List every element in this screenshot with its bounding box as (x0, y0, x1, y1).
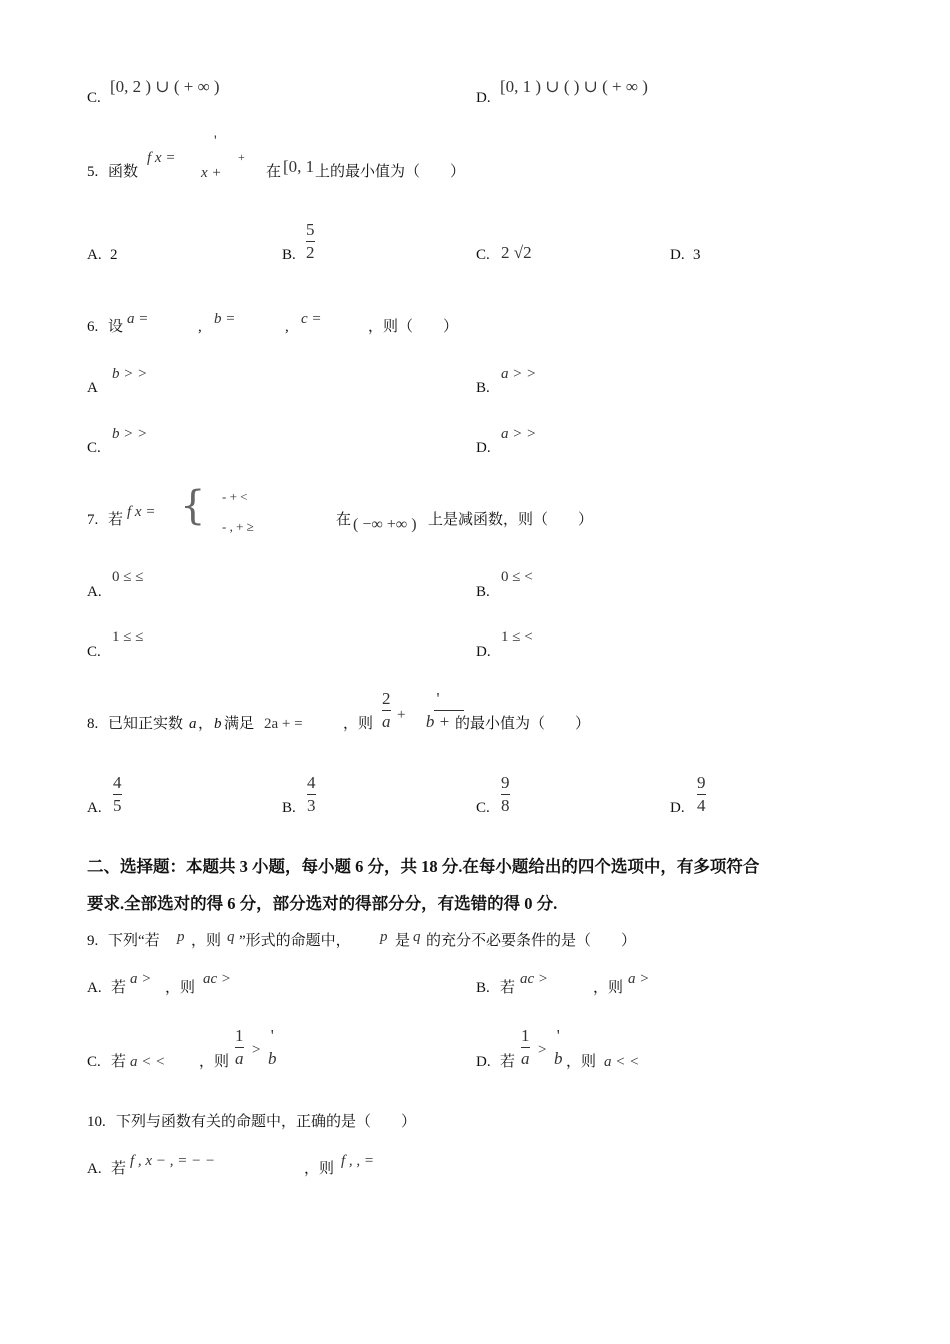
then-label: ，则 (199, 1054, 230, 1070)
piecewise-row-2: - , + ≥ (222, 519, 254, 534)
variable-p: p (380, 929, 388, 945)
then-label: ，则 (191, 933, 222, 949)
separator: ， (198, 716, 214, 732)
option-label: C. (87, 440, 101, 456)
is-label: 是 (395, 933, 411, 949)
conclusion-expression: f , , = (341, 1153, 375, 1169)
fraction (382, 689, 391, 732)
option-expression: b > > (112, 426, 148, 442)
condition-expression: a < < (130, 1054, 166, 1070)
option-expression: 1 ≤ ≤ (112, 629, 144, 645)
fraction-denominator: 5 (113, 796, 122, 815)
then-label: ，则 (304, 1161, 335, 1177)
fraction-denominator: b (554, 1049, 563, 1068)
fraction-numerator: 1 (521, 1026, 530, 1045)
then-label: ，则 (593, 980, 624, 996)
fraction (307, 773, 316, 816)
option-label: C. (476, 800, 490, 816)
question-number: 8. (87, 716, 99, 732)
question-tail: 上是减函数，则（ ） (428, 512, 594, 528)
variable-p: p (177, 929, 185, 945)
option-label: B. (282, 247, 296, 263)
question-number: 6. (87, 319, 99, 335)
piecewise-row-1: - + < (222, 489, 248, 504)
fraction-numerator: 9 (697, 773, 706, 792)
option-label: B. (476, 584, 490, 600)
fraction-denominator: b + (425, 712, 451, 731)
fraction-bar (113, 794, 122, 795)
conclusion-expression: a < < (604, 1054, 640, 1070)
fraction-denominator: a (235, 1049, 244, 1068)
fraction-denominator: a (521, 1049, 530, 1068)
if-label: 若 (500, 1054, 516, 1070)
option-label: A. (87, 980, 102, 996)
option-label: D. (476, 440, 491, 456)
then-label: ，则 (566, 1054, 597, 1070)
option-label: D. (476, 644, 491, 660)
question-lead: 若 (108, 512, 124, 528)
fraction-denominator: 4 (697, 796, 706, 815)
condition-expression: a > (130, 971, 152, 987)
question-text: 下列与函数有关的命题中，正确的是（ ） (116, 1114, 417, 1130)
question-number: 9. (87, 933, 99, 949)
option-expression: a > > (501, 426, 537, 442)
fraction (268, 1026, 277, 1069)
question-tail: 的最小值为（ ） (455, 716, 591, 732)
greater-than: > (252, 1042, 261, 1058)
in-label: 在 (336, 512, 352, 528)
fraction-bar (434, 710, 464, 711)
separator: , (198, 319, 202, 335)
then-label: ，则 (343, 716, 374, 732)
fraction (554, 1026, 563, 1069)
option-label: D. (476, 90, 491, 106)
option-label: A. (87, 800, 102, 816)
fraction-bar (268, 1047, 277, 1048)
question-number: 10. (87, 1114, 106, 1130)
satisfy-label: 满足 (224, 716, 255, 732)
variable-q: q (413, 929, 421, 945)
then-label: ，则 (165, 980, 196, 996)
fraction-bar (501, 794, 510, 795)
variable-b-definition: b = (214, 311, 236, 327)
option-label: B. (476, 980, 490, 996)
fraction-numerator: ' (436, 689, 440, 708)
variable-b: b (214, 716, 222, 732)
greater-than: > (538, 1042, 547, 1058)
question-middle: ”形式的命题中， (239, 933, 351, 949)
plus-sign: + (397, 707, 406, 723)
section-heading-line-1: 二、选择题：本题共 3 小题，每小题 6 分，共 18 分.在每小题给出的四个选项中，有多项符合 (87, 857, 760, 876)
function-expression: f x = (127, 504, 156, 520)
question-lead: 下列“若 (108, 933, 160, 949)
variable-q: q (227, 929, 235, 945)
conclusion-expression: ac > (203, 971, 232, 987)
variable-c-definition: c = (301, 311, 322, 327)
interval-expression: ( −∞ +∞ ) (353, 516, 417, 533)
condition-expression: ac > (520, 971, 549, 987)
fraction (501, 773, 510, 816)
piecewise-brace: { (180, 483, 206, 529)
fraction (521, 1026, 530, 1069)
option-label: A. (87, 1161, 102, 1177)
condition-expression: f , x − , = − − (130, 1153, 216, 1169)
section-heading-line-2: 要求.全部选对的得 6 分，部分选对的得部分分，有选错的得 0 分. (87, 894, 558, 913)
in-label: 在 (266, 164, 282, 180)
fraction-bar (235, 1047, 244, 1048)
fraction-bar (307, 794, 316, 795)
fraction-denominator: x + (201, 165, 222, 181)
variable-a-definition: a = (127, 311, 149, 327)
fraction-denominator: 3 (307, 796, 316, 815)
fraction-bar (521, 1047, 530, 1048)
option-label: C. (87, 644, 101, 660)
fraction-denominator: a (382, 712, 391, 731)
fraction-bar (306, 241, 315, 242)
option-label: C. (87, 90, 101, 106)
function-expression: f x = (147, 150, 176, 166)
fraction (306, 220, 315, 263)
fraction-numerator: ' (270, 1026, 274, 1045)
fraction-bar (554, 1047, 563, 1048)
fraction-bar (697, 794, 706, 795)
plus-sign: + (238, 150, 245, 164)
conclusion-expression: a > (628, 971, 650, 987)
option-expression: 0 ≤ < (501, 569, 533, 585)
option-expression: 1 ≤ < (501, 629, 533, 645)
if-label: 若 (111, 1161, 127, 1177)
option-expression: a > > (501, 366, 537, 382)
option-value: 3 (693, 247, 701, 263)
fraction (697, 773, 706, 816)
fraction-denominator: b (268, 1049, 277, 1068)
interval-expression: [0, 1 (283, 157, 315, 176)
if-label: 若 (111, 980, 127, 996)
question-number: 5. (87, 164, 99, 180)
question-lead: 函数 (108, 164, 139, 180)
fraction-numerator: 5 (306, 220, 315, 239)
if-label: 若 (500, 980, 516, 996)
question-lead: 设 (108, 319, 124, 335)
fraction-numerator: 4 (113, 773, 122, 792)
option-label: C. (87, 1054, 101, 1070)
fraction-denominator: 2 (306, 243, 315, 262)
fraction-denominator: 8 (501, 796, 510, 815)
condition-expression: 2a + = (264, 716, 303, 732)
fraction-numerator: ' (556, 1026, 560, 1045)
option-expression: [0, 1 ) ∪ ( ) ∪ ( + ∞ ) (500, 77, 648, 96)
option-value: 2 √2 (501, 243, 532, 262)
fraction-numerator: ' (214, 133, 217, 149)
fraction-bar (382, 710, 391, 711)
fraction (113, 773, 122, 816)
separator: , (285, 319, 289, 335)
option-label: B. (282, 800, 296, 816)
fraction-numerator: 1 (235, 1026, 244, 1045)
option-label: A. (87, 247, 102, 263)
option-label: D. (476, 1054, 491, 1070)
fraction-numerator: 2 (382, 689, 391, 708)
option-value: 2 (110, 247, 118, 263)
if-label: 若 (111, 1054, 127, 1070)
option-expression: 0 ≤ ≤ (112, 569, 144, 585)
option-label: D. (670, 800, 685, 816)
question-tail: 的充分不必要条件的是（ ） (426, 933, 637, 949)
fraction (235, 1026, 244, 1069)
question-tail: 上的最小值为（ ） (315, 164, 466, 180)
option-expression: b > > (112, 366, 148, 382)
option-label: A (87, 380, 98, 396)
question-tail: ，则（ ） (368, 319, 459, 335)
option-label: B. (476, 380, 490, 396)
fraction-numerator: 9 (501, 773, 510, 792)
variable-a: a (189, 716, 197, 732)
option-label: D. (670, 247, 685, 263)
option-label: A. (87, 584, 102, 600)
question-number: 7. (87, 512, 99, 528)
option-expression: [0, 2 ) ∪ ( + ∞ ) (110, 77, 220, 96)
question-lead: 已知正实数 (108, 716, 184, 732)
option-label: C. (476, 247, 490, 263)
fraction-numerator: 4 (307, 773, 316, 792)
